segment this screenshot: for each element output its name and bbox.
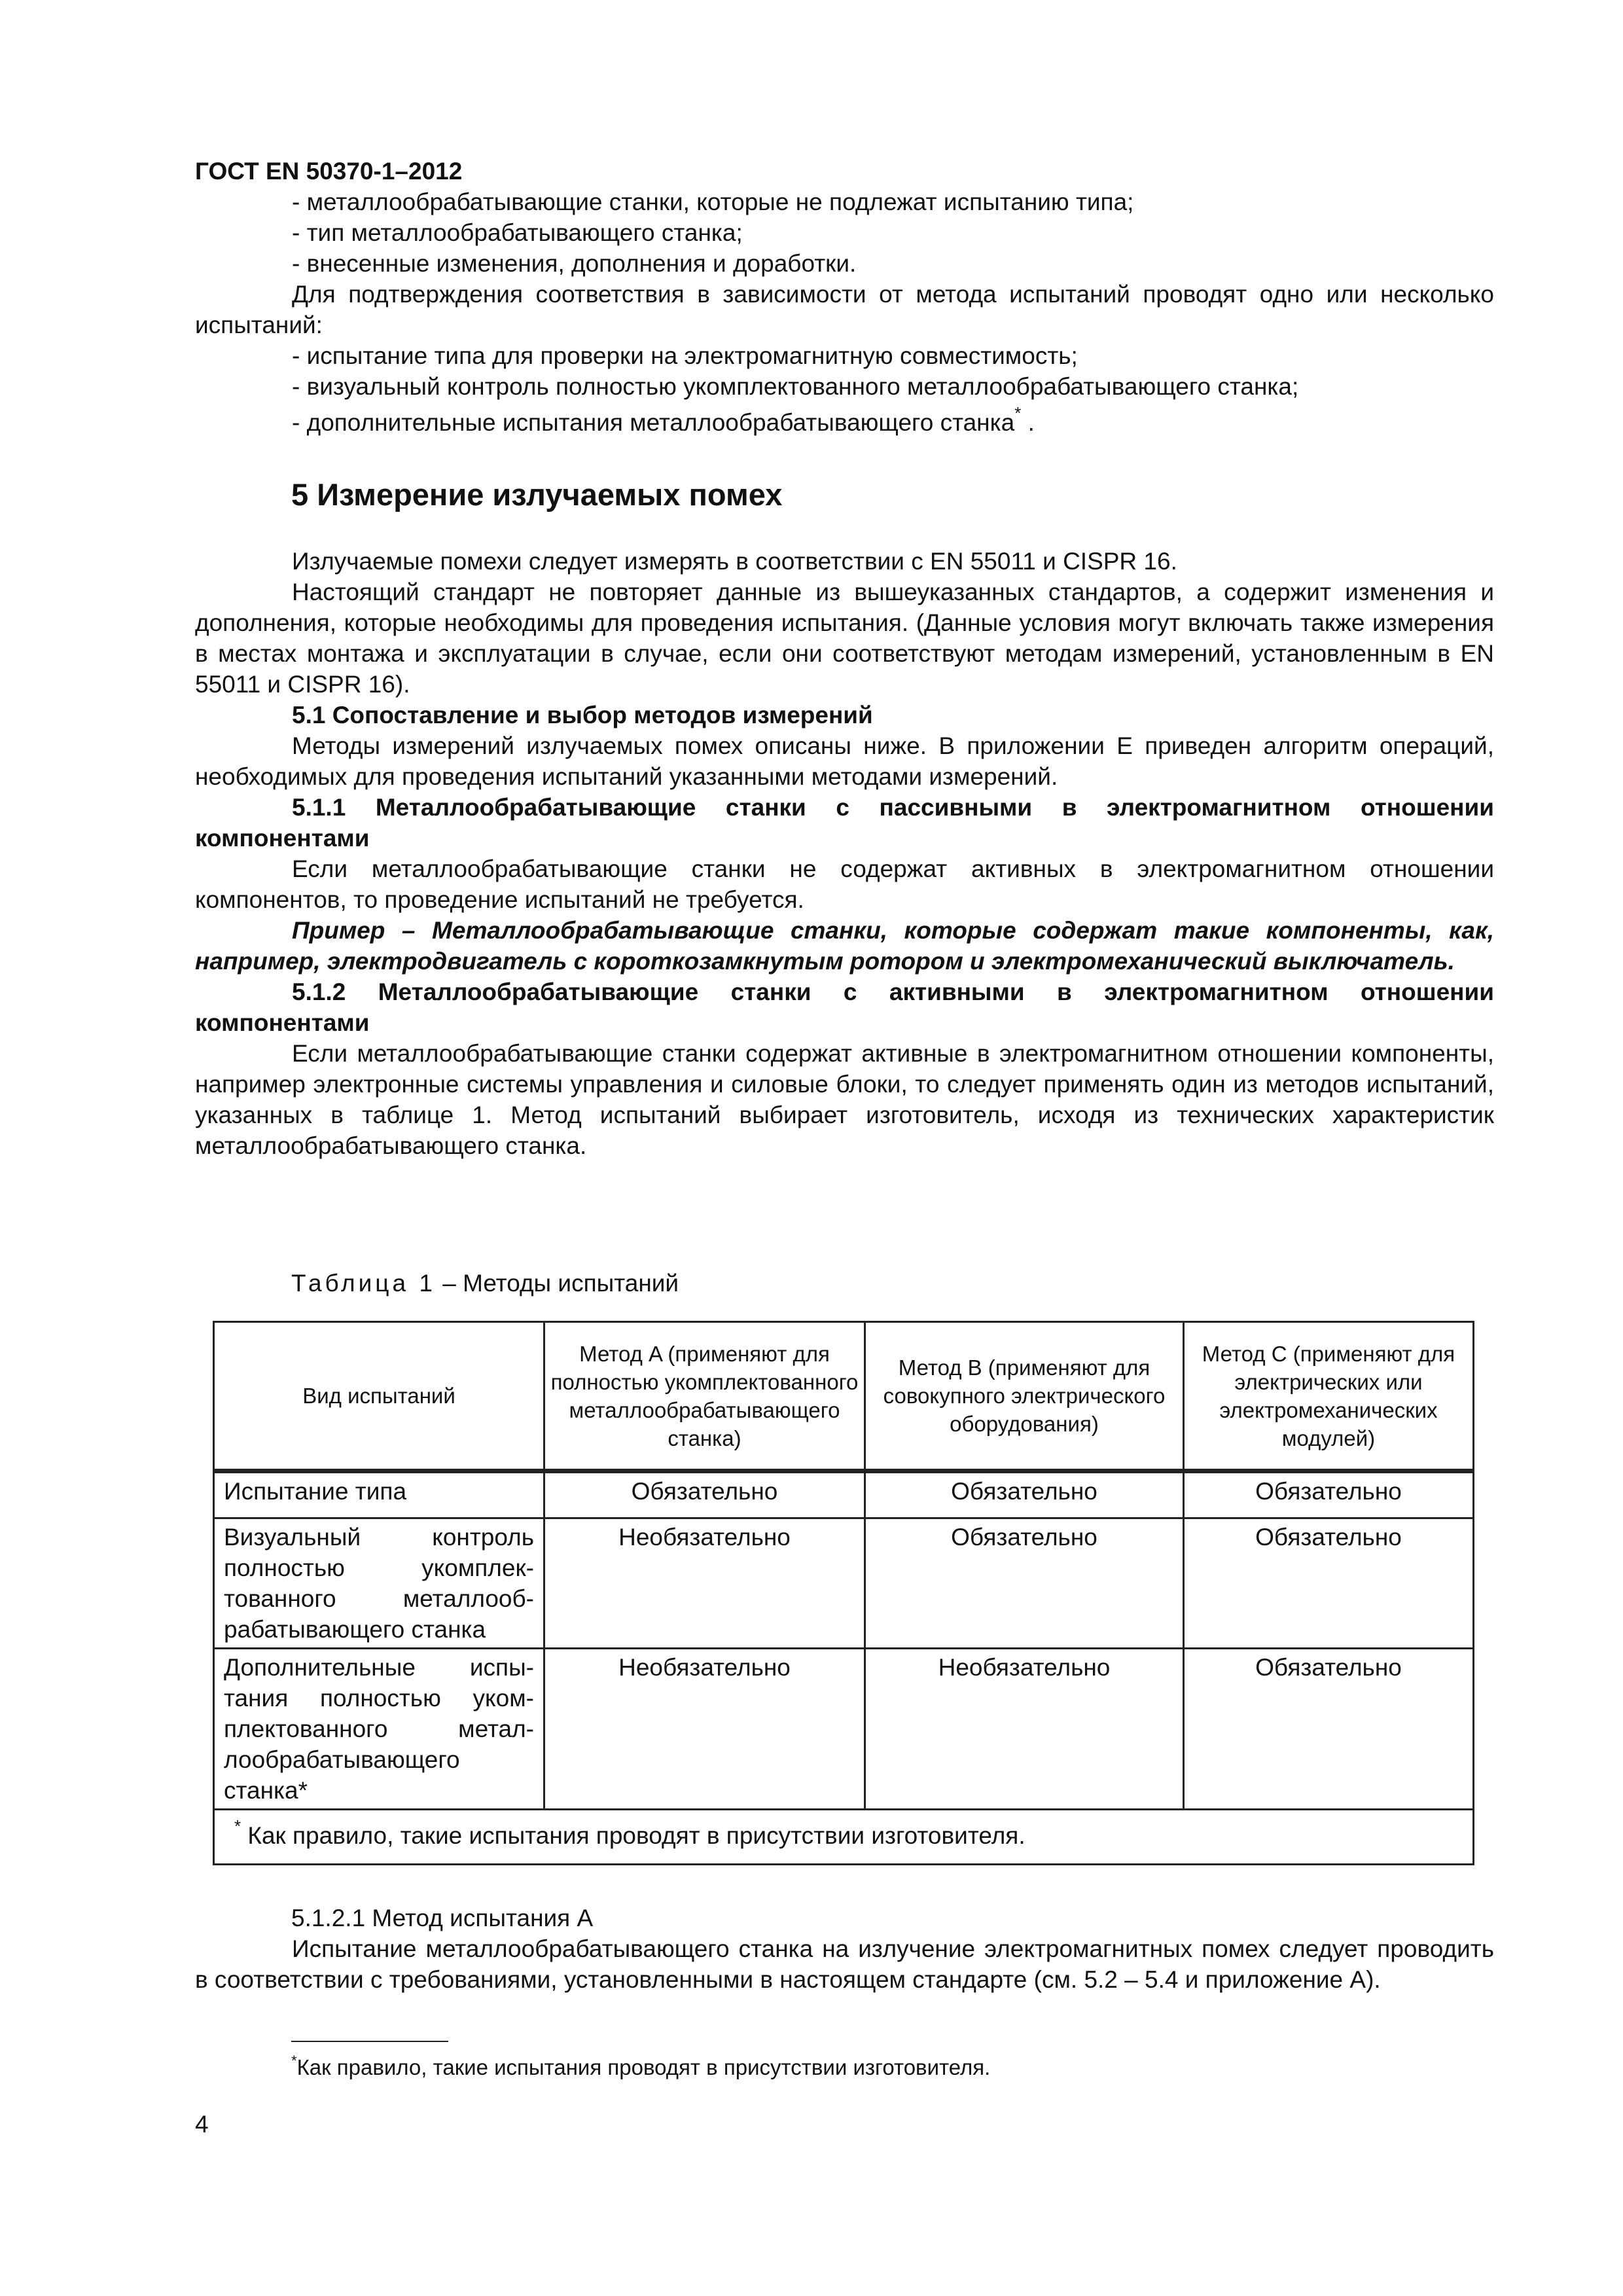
document-code: ГОСТ EN 50370-1–2012 xyxy=(195,158,463,185)
table-caption: Таблица 1 – Методы испытаний xyxy=(291,1270,679,1297)
table-cell: Обязательно xyxy=(544,1471,865,1518)
paragraph: Если металлообрабатывающие станки не содержат активных в электромагнитном отношении компонентов, то проведение испытаний не требуется. xyxy=(195,855,1494,913)
list-item: - тип металлообрабатывающего станка; xyxy=(292,219,743,246)
list-item: - визуальный контроль полностью укомплектованного металлообрабатывающего станка; xyxy=(292,373,1299,400)
table-cell: Необязательно xyxy=(865,1649,1184,1810)
footnote-divider xyxy=(291,2041,448,2042)
table-note: * Как правило, такие испытания проводят в присутствии изготовителя. xyxy=(214,1810,1474,1865)
table-note-row xyxy=(214,1810,1474,1865)
footnote-marker: * xyxy=(1014,403,1022,423)
subclause-title: 5.1.1 Металлообрабатывающие станки с пассивными в электромагнитном отношении компонентами xyxy=(195,794,1494,852)
header-cell: Метод C (применяют для электрических или электромеханических модулей) xyxy=(1184,1322,1474,1471)
footnote-marker: * xyxy=(234,1816,241,1836)
paragraph: Методы измерений излучаемых помех описаны ниже. В приложении Е приведен алгоритм операций, необходимых для проведения испытаний указанными методами измерений. xyxy=(195,732,1494,790)
page-number: 4 xyxy=(195,2111,209,2138)
table-cell: Обязательно xyxy=(1184,1649,1474,1810)
list-item: - дополнительные испытания металлообрабатывающего станка* . xyxy=(292,403,1035,436)
table-row xyxy=(214,1471,1474,1518)
example-note: Пример – Металлообрабатывающие станки, которые содержат такие компоненты, как, например, электродвигатель с короткозамкнутым ротором и электромеханический выключатель. xyxy=(195,917,1494,975)
paragraph: Настоящий стандарт не повторяет данные из вышеуказанных стандартов, а содержит изменения и дополнения, которые необходимы для проведения испытания. (Данные условия могут включать также измерения в местах монтажа и эксплуатации в случае, если они соответствуют методам измерений, установленным в EN 55011 и CISPR 16). xyxy=(195,579,1494,698)
row-label: Визуальный контроль полностью укомплектованного металлообрабатывающего станка xyxy=(214,1518,544,1649)
section-heading: 5 Измерение излучаемых помех xyxy=(291,477,783,512)
row-label: Испытание типа xyxy=(214,1471,544,1518)
subclause-title: 5.1 Сопоставление и выбор методов измерений xyxy=(292,702,873,728)
conformity-paragraph: Для подтверждения соответствия в зависимости от метода испытаний проводят одно или несколько испытаний: xyxy=(195,281,1494,338)
footnote-marker: * xyxy=(291,2053,297,2069)
table-cell: Обязательно xyxy=(865,1471,1184,1518)
row-label: Дополнительные испытания полностью укомплектованного металлообрабатывающего станка* xyxy=(214,1649,544,1810)
header-cell: Метод A (применяют для полностью укомплектованного металлообрабатывающего станка) xyxy=(544,1322,865,1471)
list-item: - металлообрабатывающие станки, которые не подлежат испытанию типа; xyxy=(292,188,1134,215)
paragraph: Излучаемые помехи следует измерять в соответствии с EN 55011 и CISPR 16. xyxy=(292,548,1177,575)
table-cell: Обязательно xyxy=(865,1518,1184,1649)
subclause-title: 5.1.2 Металлообрабатывающие станки с активными в электромагнитном отношении компонентами xyxy=(195,978,1494,1036)
subclause-text xyxy=(195,1933,1494,1995)
list-item: - испытание типа для проверки на электромагнитную совместимость; xyxy=(292,342,1078,369)
table-cell: Необязательно xyxy=(544,1518,865,1649)
test-methods-table xyxy=(213,1321,1474,1865)
subclause-title: 5.1.2.1 Метод испытания A xyxy=(291,1905,594,1931)
table-cell: Необязательно xyxy=(544,1649,865,1810)
paragraph: Испытание металлообрабатывающего станка на излучение электромагнитных помех следует проводить в соответствии с требованиями, установленными в настоящем стандарте (см. 5.2 – 5.4 и приложение A). xyxy=(195,1935,1494,1993)
paragraph: Если металлообрабатывающие станки содержат активные в электромагнитном отношении компоненты, например электронные системы управления и силовые блоки, то следует применять один из методов испытаний, указанных в таблице 1. Метод испытаний выбирает изготовитель, исходя из технических характеристик металлообрабатывающего станка. xyxy=(195,1040,1494,1159)
table-row xyxy=(214,1649,1474,1810)
list-item: - внесенные изменения, дополнения и доработки. xyxy=(292,250,857,277)
table-row xyxy=(214,1518,1474,1649)
section-5-body xyxy=(195,546,1494,1161)
table-header-row xyxy=(214,1322,1474,1471)
header-cell: Метод B (применяют для совокупного электрического оборудования) xyxy=(865,1322,1184,1471)
header-cell: Вид испытаний xyxy=(214,1322,544,1471)
table-cell: Обязательно xyxy=(1184,1518,1474,1649)
footnote: *Как правило, такие испытания проводят в присутствии изготовителя. xyxy=(291,2053,991,2079)
intro-list xyxy=(195,187,1494,440)
table-cell: Обязательно xyxy=(1184,1471,1474,1518)
